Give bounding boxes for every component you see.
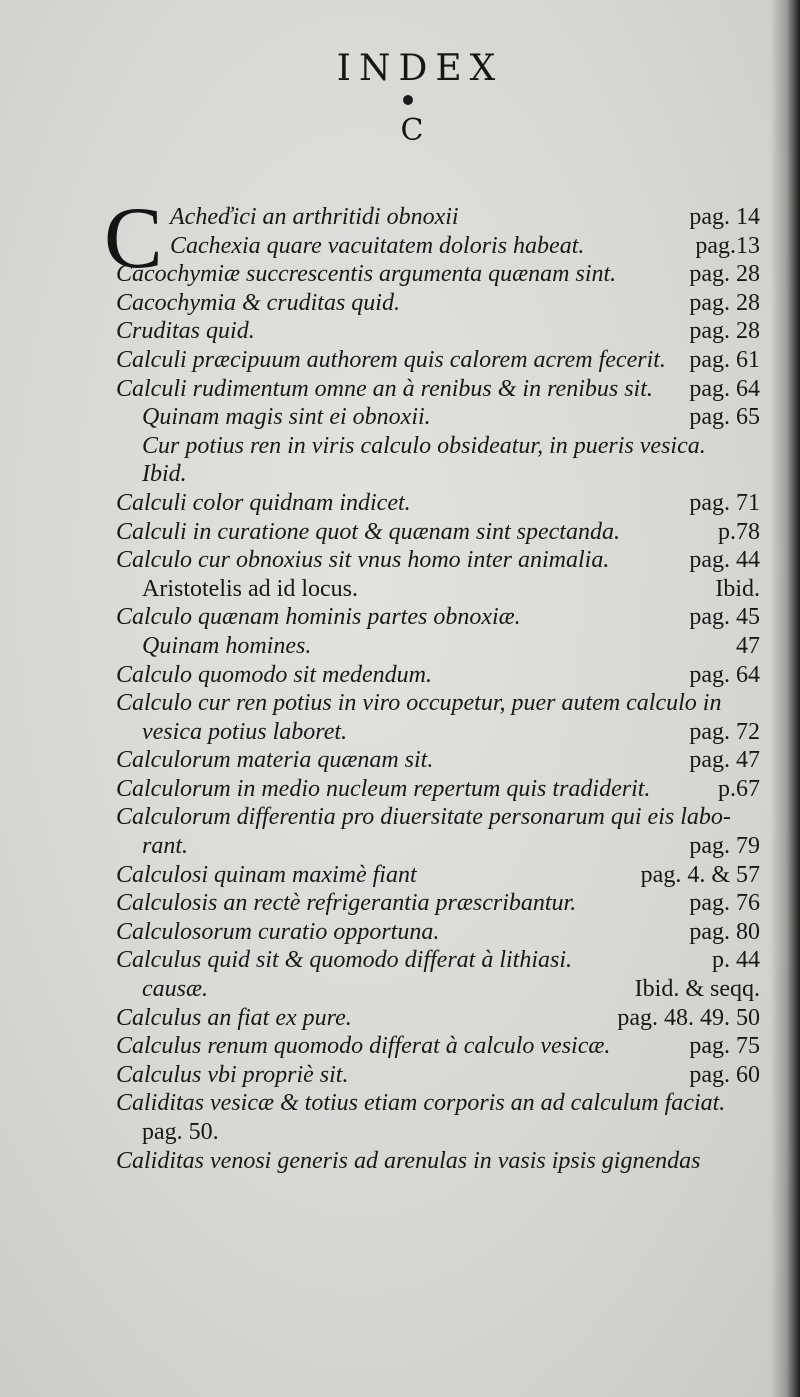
entry-text: Calculosorum curatio opportuna. xyxy=(116,918,440,945)
entry-text: Calculo quomodo sit medendum. xyxy=(116,661,432,688)
entry-text: Calculus renum quomodo differat à calculo vesicæ. xyxy=(116,1033,611,1060)
entry-page: pag. 28 xyxy=(689,289,760,316)
entry-text: Calculi color quidnam indicet. xyxy=(116,489,411,516)
entry-page: pag. 64 xyxy=(689,661,760,688)
entry-text: Cacochymia & cruditas quid. xyxy=(116,289,400,316)
entry-page: p.67 xyxy=(718,775,760,802)
index-entry xyxy=(0,489,800,518)
entry-text: Acheďici an arthritidi obnoxii xyxy=(170,204,459,230)
index-entry xyxy=(0,432,800,461)
entry-text: Calculo cur ren potius in viro occupetur, puer autem calculo in xyxy=(116,690,722,717)
index-entry xyxy=(0,718,800,747)
entry-page: pag. 64 xyxy=(689,375,760,402)
index-entry xyxy=(0,232,800,261)
entry-text: causæ. xyxy=(142,976,208,1003)
entry-page: pag. 72 xyxy=(689,718,760,745)
entry-text: Cruditas quid. xyxy=(116,318,255,345)
entry-text: Calculus vbi propriè sit. xyxy=(116,1061,349,1088)
index-entry xyxy=(0,518,800,547)
index-entry xyxy=(0,803,800,832)
entry-text: pag. 50. xyxy=(142,1119,219,1145)
index-entry xyxy=(0,975,800,1004)
entry-text: Caliditas venosi generis ad arenulas in vasis ipsis gignendas xyxy=(116,1147,701,1174)
entry-page: Ibid. xyxy=(715,575,760,602)
entry-text: Calculus quid sit & quomodo differat à lithiasi. xyxy=(116,947,573,974)
entry-text: Calculi in curatione quot & quænam sint spectanda. xyxy=(116,518,620,545)
index-entry xyxy=(0,403,800,432)
entry-page: 47 xyxy=(736,632,760,659)
index-entry xyxy=(0,460,800,489)
entry-text: Cur potius ren in viris calculo obsideatur, in pueris vesica. xyxy=(142,432,706,459)
index-entry xyxy=(0,775,800,804)
entry-page: pag. 44 xyxy=(689,547,760,574)
entry-text: Calculorum materia quænam sit. xyxy=(116,747,434,774)
ornament-dot xyxy=(403,95,413,105)
entry-text: rant. xyxy=(142,833,189,860)
index-entry xyxy=(0,203,800,232)
entry-text: vesica potius laboret. xyxy=(142,718,348,745)
entry-page: p. 44 xyxy=(712,947,760,974)
entry-page: pag. 4. & 57 xyxy=(640,861,760,888)
entry-text: Quinam magis sint ei obnoxii. xyxy=(142,404,431,431)
entry-page: pag. 80 xyxy=(689,918,760,945)
index-entry xyxy=(0,575,800,604)
entry-text: Calculosi quinam maximè fiant xyxy=(116,861,417,888)
index-entry xyxy=(0,632,800,661)
entry-page: pag. 65 xyxy=(689,404,760,431)
entry-page: pag. 28 xyxy=(689,318,760,345)
entry-text: Calculo quænam hominis partes obnoxiæ. xyxy=(116,604,521,631)
entry-text: Calculo cur obnoxius sit vnus homo inter animalia. xyxy=(116,547,610,574)
entry-text: Calculosis an rectè refrigerantia præscribantur. xyxy=(116,890,577,917)
index-entry xyxy=(0,1004,800,1033)
index-entry xyxy=(0,260,800,289)
entry-page: pag. 14 xyxy=(689,204,760,230)
entry-page: pag. 45 xyxy=(689,604,760,631)
page-title: INDEX xyxy=(336,48,504,89)
index-entry xyxy=(0,946,800,975)
index-entry xyxy=(0,661,800,690)
index-entry xyxy=(0,861,800,890)
entry-text: Ibid. xyxy=(142,461,187,488)
section-letter: C xyxy=(400,113,424,148)
index-entry xyxy=(0,317,800,346)
entry-page: pag. 28 xyxy=(689,261,760,288)
index-entry xyxy=(0,346,800,375)
entry-text: Calculorum differentia pro diuersitate personarum qui eis labo- xyxy=(116,804,731,831)
entry-page: pag.13 xyxy=(695,232,760,259)
index-entry xyxy=(0,1089,800,1118)
index-entry xyxy=(0,375,800,404)
entry-page: p.78 xyxy=(718,518,760,545)
entry-text: Caliditas vesicæ & totius etiam corporis an ad calculum faciat. xyxy=(116,1090,726,1117)
drop-capital: C xyxy=(104,190,163,287)
page-header xyxy=(0,48,800,148)
entry-text: Cacochymiæ succrescentis argumenta quænam sint. xyxy=(116,261,617,288)
entry-text: Cachexia quare vacuitatem doloris habeat. xyxy=(170,232,585,259)
entry-page: pag. 71 xyxy=(689,489,760,516)
index-entry xyxy=(0,1147,800,1176)
entry-page: pag. 60 xyxy=(689,1061,760,1088)
entry-page: pag. 79 xyxy=(689,833,760,860)
entry-text: Calculi præcipuum authorem quis calorem acrem fecerit. xyxy=(116,346,666,373)
index-entry xyxy=(0,289,800,318)
entry-text: Aristotelis ad id locus. xyxy=(142,575,358,602)
entry-page: pag. 75 xyxy=(689,1033,760,1060)
entry-page: pag. 61 xyxy=(689,346,760,373)
index-entries xyxy=(0,203,800,1175)
index-entry xyxy=(0,1061,800,1090)
index-entry xyxy=(0,1118,800,1147)
index-entry xyxy=(0,832,800,861)
index-entry xyxy=(0,746,800,775)
index-entry xyxy=(0,689,800,718)
entry-page: Ibid. & seqq. xyxy=(634,976,760,1003)
entry-page: pag. 48. 49. 50 xyxy=(617,1004,760,1031)
entry-page: pag. 76 xyxy=(689,890,760,917)
entry-text: Calculorum in medio nucleum repertum quis tradiderit. xyxy=(116,775,651,802)
index-entry xyxy=(0,918,800,947)
entry-text: Calculus an fiat ex pure. xyxy=(116,1004,352,1031)
index-entry xyxy=(0,546,800,575)
entry-text: Calculi rudimentum omne an à renibus & in renibus sit. xyxy=(116,375,653,402)
index-entry xyxy=(0,889,800,918)
index-entry xyxy=(0,603,800,632)
entry-page: pag. 47 xyxy=(689,747,760,774)
entry-text: Quinam homines. xyxy=(142,632,312,659)
index-entry xyxy=(0,1032,800,1061)
